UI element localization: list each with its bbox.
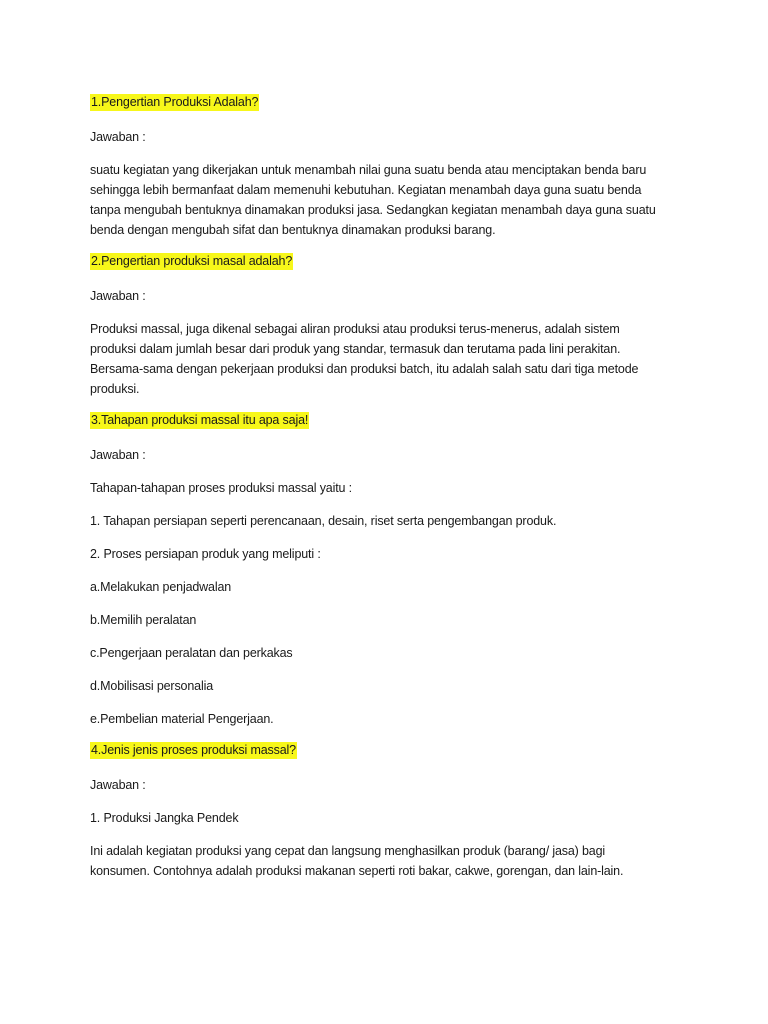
section-1 xyxy=(90,94,690,240)
list-item: d.Mobilisasi personalia xyxy=(90,679,214,693)
paragraph-line: benda dengan mengubah sifat dan bentuknya dinamakan produksi barang. xyxy=(90,223,496,237)
paragraph-line: sehingga lebih bermanfaat dalam memenuhi kebutuhan. Kegiatan menambah daya guna suatu benda xyxy=(90,183,642,197)
paragraph-line: Ini adalah kegiatan produksi yang cepat dan langsung menghasilkan produk (barang/ jasa) bagi xyxy=(90,844,606,858)
answer-label: Jawaban : xyxy=(90,778,146,792)
list-item: e.Pembelian material Pengerjaan. xyxy=(90,712,274,726)
section-2 xyxy=(90,253,690,399)
answer-paragraph xyxy=(90,841,690,881)
answer-label: Jawaban : xyxy=(90,448,146,462)
question-heading: 4.Jenis jenis proses produksi massal? xyxy=(91,743,296,757)
section-4 xyxy=(90,742,690,881)
list-item: c.Pengerjaan peralatan dan perkakas xyxy=(90,646,293,660)
paragraph-line: produksi dalam jumlah besar dari produk yang standar, termasuk dan terutama pada lini perakitan. xyxy=(90,342,621,356)
paragraph-line: suatu kegiatan yang dikerjakan untuk menambah nilai guna suatu benda atau menciptakan benda baru xyxy=(90,163,647,177)
paragraph-line: konsumen. Contohnya adalah produksi makanan seperti roti bakar, cakwe, gorengan, dan lain-lain. xyxy=(90,864,624,878)
answer-paragraph xyxy=(90,319,690,399)
answer-label: Jawaban : xyxy=(90,130,146,144)
answer-intro: Tahapan-tahapan proses produksi massal yaitu : xyxy=(90,481,353,495)
answer-paragraph xyxy=(90,160,690,240)
paragraph-line: tanpa mengubah bentuknya dinamakan produksi jasa. Sedangkan kegiatan menambah daya guna suatu xyxy=(90,203,656,217)
answer-subheading: 1. Produksi Jangka Pendek xyxy=(90,811,239,825)
list-item: b.Memilih peralatan xyxy=(90,613,197,627)
paragraph-line: produksi. xyxy=(90,382,140,396)
question-heading: 2.Pengertian produksi masal adalah? xyxy=(91,254,293,268)
list-item: a.Melakukan penjadwalan xyxy=(90,580,232,594)
document-page xyxy=(90,94,690,881)
answer-label: Jawaban : xyxy=(90,289,146,303)
paragraph-line: Bersama-sama dengan pekerjaan produksi dan produksi batch, itu adalah salah satu dari tiga metode xyxy=(90,362,639,376)
list-item: 2. Proses persiapan produk yang meliputi : xyxy=(90,547,321,561)
section-3 xyxy=(90,412,690,729)
question-heading: 1.Pengertian Produksi Adalah? xyxy=(91,95,259,109)
paragraph-line: Produksi massal, juga dikenal sebagai aliran produksi atau produksi terus-menerus, adalah sistem xyxy=(90,322,620,336)
question-heading: 3.Tahapan produksi massal itu apa saja! xyxy=(91,413,309,427)
list-item: 1. Tahapan persiapan seperti perencanaan, desain, riset serta pengembangan produk. xyxy=(90,514,557,528)
